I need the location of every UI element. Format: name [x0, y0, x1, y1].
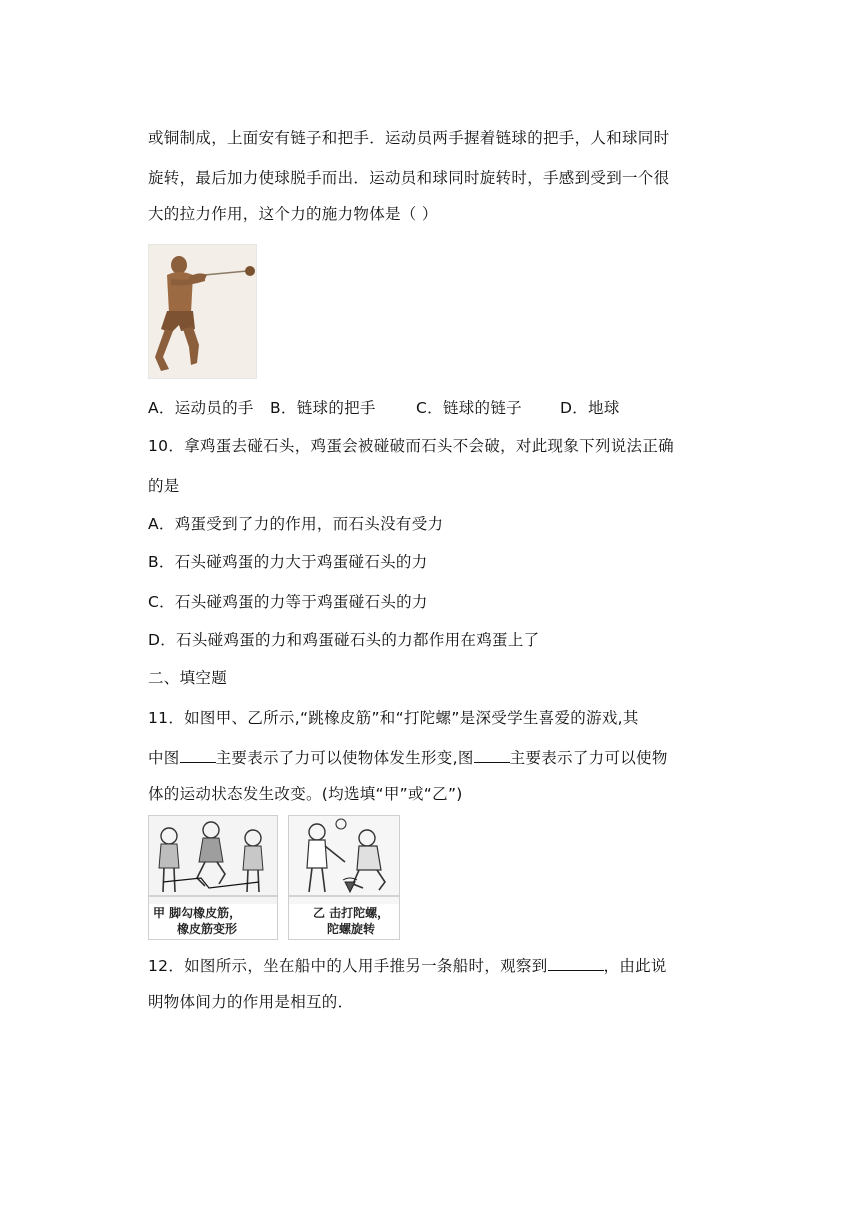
q9-line-3: 大的拉力作用，这个力的施力物体是（ ） — [148, 205, 438, 223]
q9-options — [148, 398, 620, 418]
figure-jia-caption-1: 甲 脚勾橡皮筋， — [153, 906, 242, 920]
spinning-top-icon — [289, 816, 399, 904]
q10-option-c: C．石头碰鸡蛋的力等于鸡蛋碰石头的力 — [148, 593, 428, 611]
q12-line-1-part-a: 12．如图所示，坐在船中的人用手推另一条船时，观察到 — [148, 957, 548, 975]
q10-option-d: D．石头碰鸡蛋的力和鸡蛋碰石头的力都作用在鸡蛋上了 — [148, 631, 540, 649]
q12-line-2: 明物体间力的作用是相互的． — [148, 993, 354, 1011]
figure-yi-caption-1: 乙 击打陀螺， — [313, 906, 390, 920]
rubber-band-jumping-icon — [149, 816, 277, 904]
q11-line-1: 11．如图甲、乙所示,“跳橡皮筋”和“打陀螺”是深受学生喜爱的游戏,其 — [148, 709, 639, 727]
q11-line-2-part-a: 中图 — [148, 749, 180, 767]
q11-line-2 — [148, 746, 668, 768]
q12-line-1 — [148, 954, 667, 976]
figure-yi — [288, 815, 400, 940]
q10-line-2: 的是 — [148, 477, 180, 495]
q9-line-1: 或铜制成，上面安有链子和把手．运动员两手握着链球的把手，人和球同时 — [148, 129, 670, 147]
q9-option-b: B．链球的把手 — [270, 399, 376, 417]
q10-line-1: 10．拿鸡蛋去碰石头，鸡蛋会被碰破而石头不会破，对此现象下列说法正确 — [148, 437, 674, 455]
q11-blank-2[interactable] — [474, 746, 510, 763]
q10-option-b: B．石头碰鸡蛋的力大于鸡蛋碰石头的力 — [148, 553, 428, 571]
hammer-thrower-icon — [149, 245, 256, 378]
q11-line-3: 体的运动状态发生改变。(均选填“甲”或“乙”) — [148, 785, 463, 803]
figure-yi-caption-2: 陀螺旋转 — [327, 922, 376, 936]
figure-jia — [148, 815, 278, 940]
q11-line-2-part-c: 主要表示了力可以使物 — [509, 749, 668, 767]
q11-line-2-part-b: 主要表示了力可以使物体发生形变,图 — [215, 749, 474, 767]
q9-option-a: A．运动员的手 — [148, 399, 254, 417]
q11-blank-1[interactable] — [180, 746, 216, 763]
q10-option-a: A．鸡蛋受到了力的作用，而石头没有受力 — [148, 515, 444, 533]
q9-option-c: C．链球的链子 — [416, 399, 522, 417]
q12-blank[interactable] — [548, 954, 604, 971]
q9-option-d: D．地球 — [560, 399, 620, 417]
hammer-thrower-figure — [148, 244, 257, 379]
figure-jia-caption-2: 橡皮筋变形 — [177, 922, 238, 936]
q9-line-2: 旋转，最后加力使球脱手而出．运动员和球同时旋转时，手感到受到一个很 — [148, 169, 670, 187]
section-title: 二、填空题 — [148, 669, 228, 687]
q12-line-1-part-b: ，由此说 — [603, 957, 667, 975]
